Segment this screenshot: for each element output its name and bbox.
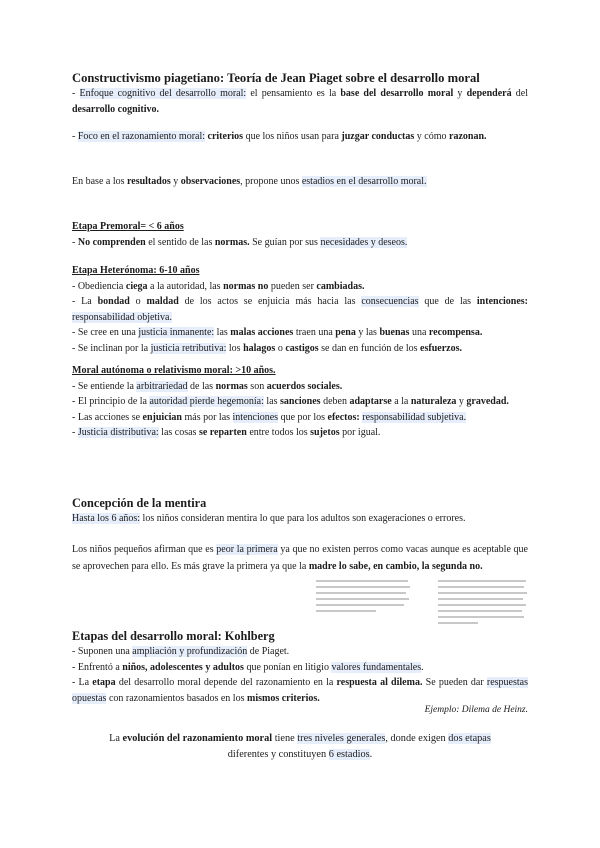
highlight: dos etapas xyxy=(448,733,491,744)
section-heteronoma xyxy=(72,263,528,356)
highlight: respuestas opuestas xyxy=(72,677,528,704)
section-heading: Moral autónoma o relativismo moral: >10 años. xyxy=(72,365,276,376)
highlight: necesidades y deseos. xyxy=(320,236,408,248)
page-title: Constructivismo piagetiano: Teoría de Jean Piaget sobre el desarrollo moral xyxy=(72,71,480,85)
highlight: arbitrariedad xyxy=(136,380,188,392)
highlight: Hasta los 6 años: xyxy=(72,513,141,524)
highlight: intenciones xyxy=(232,411,279,423)
highlight: consecuencias xyxy=(361,296,419,307)
list-item: - Suponen una ampliación y profundización de Piaget. xyxy=(72,646,290,657)
intro-paragraph-3: En base a los resultados y observaciones, propone unos estadios en el desarrollo moral. xyxy=(72,176,427,187)
faded-example-image-right xyxy=(438,578,528,630)
faded-text-lines xyxy=(438,578,528,630)
section-heading: Etapa Premoral= < 6 años xyxy=(72,221,184,232)
highlight: valores fundamentales xyxy=(331,661,422,673)
highlight: estadios en el desarrollo moral. xyxy=(301,176,427,187)
intro-paragraph-2: - Foco en el razonamiento moral: criterios que los niños usan para juzgar conductas y cómo razonan. xyxy=(72,131,487,142)
section-premoral xyxy=(72,219,528,250)
section-autonoma xyxy=(72,363,528,441)
list-item: - La etapa del desarrollo moral depende del razonamiento en la respuesta al dilema. Se pueden dar respuestas opuestas con razonamientos basados en los mismos criterios. xyxy=(72,677,528,704)
section-heading: Etapa Heterónoma: 6-10 años xyxy=(72,265,200,276)
list-item: - Justicia distributiva: las cosas se reparten entre todos los sujetos por igual. xyxy=(72,427,381,438)
section-kohlberg xyxy=(72,644,528,706)
conclusion-paragraph: La evolución del razonamiento moral tiene tres niveles generales, donde exigen dos etapas diferentes y constituyen 6 estadios. xyxy=(109,733,491,760)
highlight: justicia retributiva: xyxy=(150,342,227,354)
highlight: responsabilidad subjetiva. xyxy=(362,411,467,423)
highlight: autoridad pierde hegemonía: xyxy=(149,396,264,407)
list-item: - Obediencia ciega a la autoridad, las normas no pueden ser cambiadas. xyxy=(72,280,365,292)
highlight: 6 estadios xyxy=(328,749,370,760)
highlight: Enfoque cognitivo del desarrollo moral: xyxy=(79,88,247,99)
mentira-paragraph-2: Los niños pequeños afirman que es peor la primera ya que no existen perros como vacas aunque es aceptable que se aprovechen para ello. Es más grave la primera ya que la madre lo sabe, en cambio, la segunda no. xyxy=(72,544,528,572)
example-reference: Ejemplo: Dilema de Heinz. xyxy=(424,705,528,715)
list-item: - Las acciones se enjuician más por las intenciones que por los efectos: responsabilidad subjetiva. xyxy=(72,411,467,423)
highlight: peor la primera xyxy=(216,544,278,555)
highlight: responsabilidad objetiva. xyxy=(72,311,172,323)
highlight: justicia inmanente: xyxy=(138,327,215,338)
section-heading-mentira: Concepción de la mentira xyxy=(72,496,207,510)
list-item: - La bondad o maldad de los actos se enjuicia más hacia las consecuencias que de las intenciones: responsabilidad objetiva. xyxy=(72,296,529,323)
list-item: - Enfrentó a niños, adolescentes y adultos que ponían en litigio valores fundamentales. xyxy=(72,661,424,673)
list-item: - Se cree en una justicia inmanente: las malas acciones traen una pena y las buenas una recompensa. xyxy=(72,327,483,338)
highlight: tres niveles generales xyxy=(297,733,386,744)
list-item: - El principio de la autoridad pierde hegemonía: las sanciones deben adaptarse a la naturaleza y gravedad. xyxy=(72,396,509,407)
faded-text-lines xyxy=(316,578,412,618)
faded-example-image-left xyxy=(316,578,412,618)
section-heading-kohlberg: Etapas del desarrollo moral: Kohlberg xyxy=(72,629,275,643)
highlight: ampliación y profundización xyxy=(132,646,248,657)
intro-paragraph-1: - Enfoque cognitivo del desarrollo moral: el pensamiento es la base del desarrollo moral y dependerá del desarrollo cognitivo. xyxy=(72,88,528,115)
list-item: - Se entiende la arbitrariedad de las normas son acuerdos sociales. xyxy=(72,380,343,392)
mentira-line-1: Hasta los 6 años: los niños consideran mentira lo que para los adultos son exageraciones o errores. xyxy=(72,513,466,524)
highlight: Justicia distributiva: xyxy=(77,427,159,438)
list-item: - No comprenden el sentido de las normas. Se guían por sus necesidades y deseos. xyxy=(72,236,408,248)
list-item: - Se inclinan por la justicia retributiva: los halagos o castigos se dan en función de los esfuerzos. xyxy=(72,342,462,354)
highlight: Foco en el razonamiento moral: xyxy=(77,131,206,142)
